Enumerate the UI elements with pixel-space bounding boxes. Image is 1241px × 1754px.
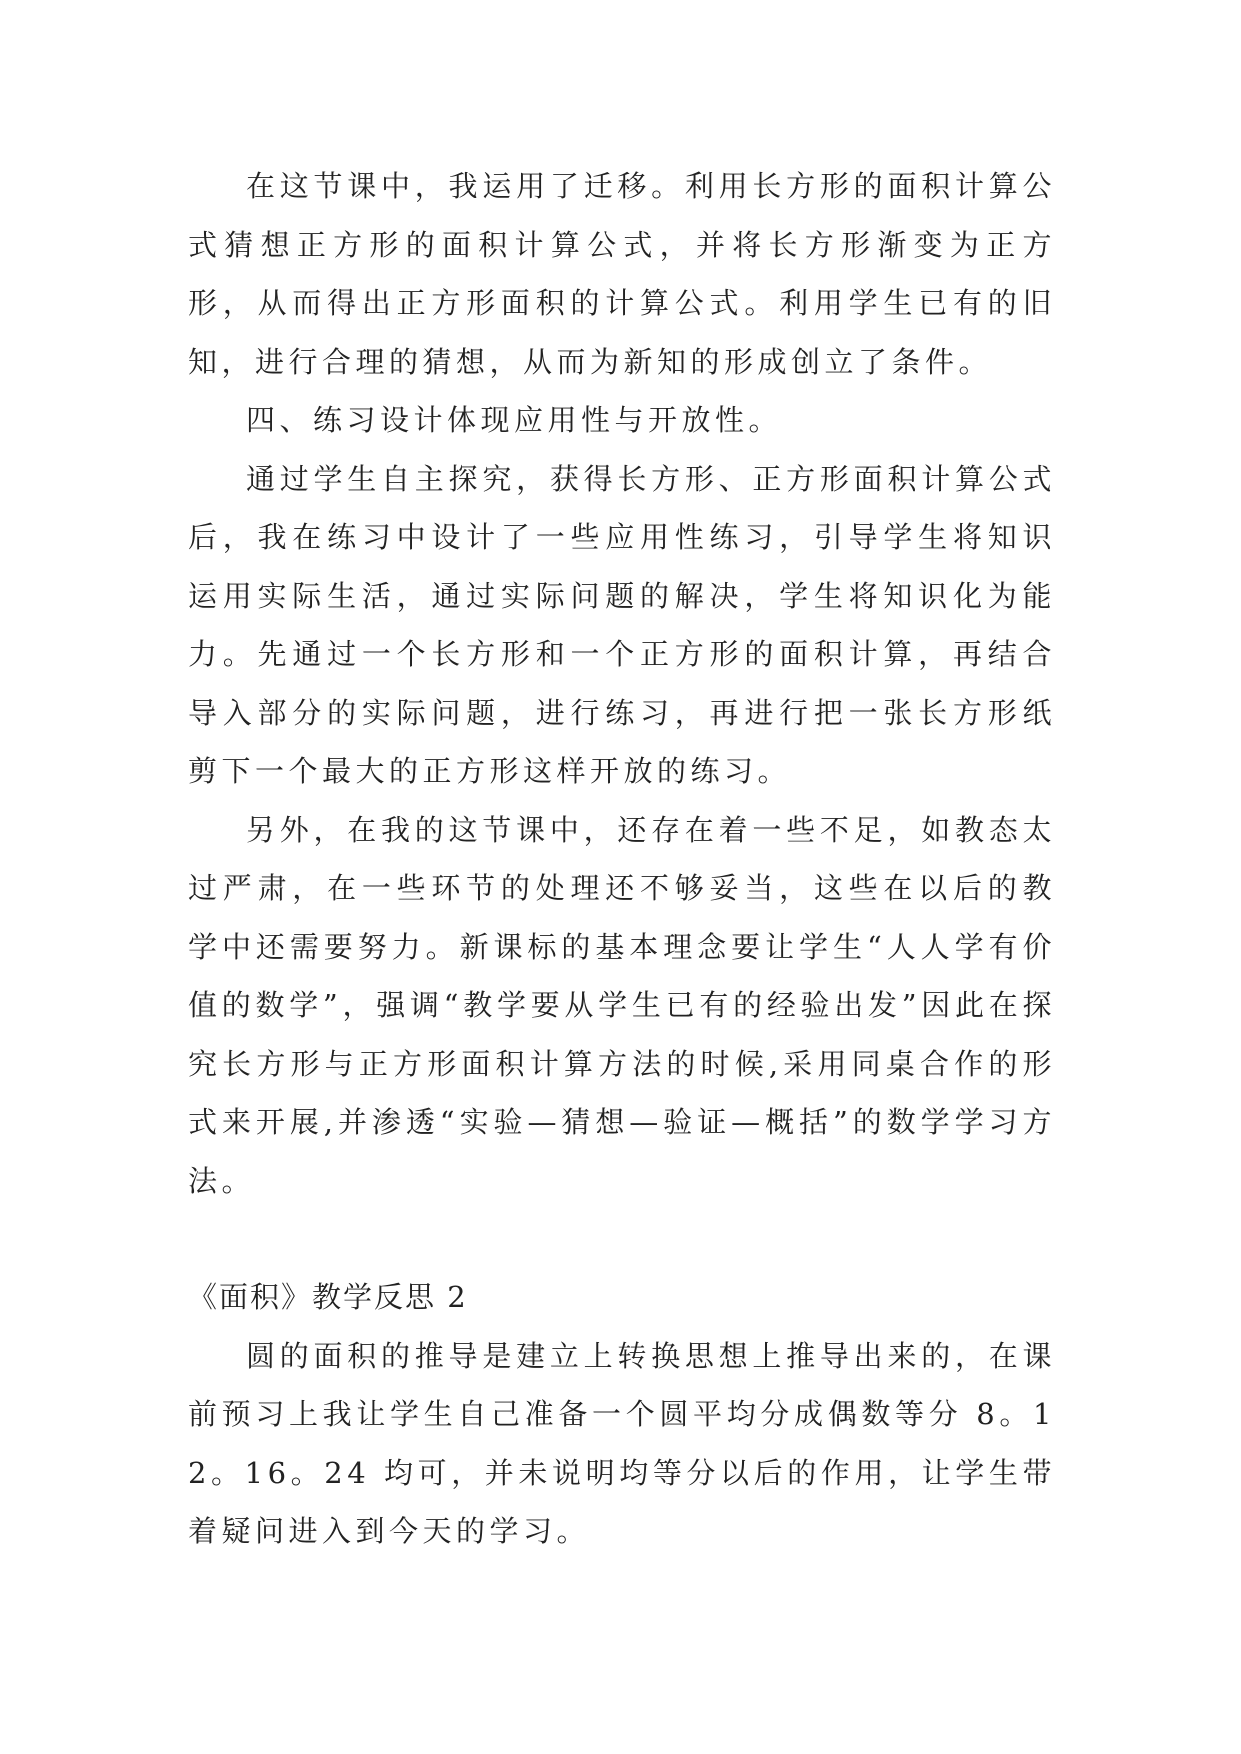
paragraph-transfer-method: 在这节课中，我运用了迁移。利用长方形的面积计算公式猜想正方形的面积计算公式，并将长方形渐变为正方形，从而得出正方形面积的计算公式。利用学生已有的旧知，进行合理的猜想，从而为新知的形成创立了条件。 [188, 169, 1056, 379]
paragraph-section-four-heading: 四、练习设计体现应用性与开放性。 [246, 403, 783, 437]
paragraph-shortcomings: 另外，在我的这节课中，还存在着一些不足，如教态太过严肃，在一些环节的处理还不够妥当，这些在以后的教学中还需要努力。新课标的基本理念要让学生“人人学有价值的数学”，强调“教学要从学生已有的经验出发”因此在探究长方形与正方形面积计算方法的时候,采用同桌合作的形式来开展,并渗透“实验—猜想—验证—概括”的数学学习方法。 [188, 812, 1056, 1198]
paragraph-circle-area: 圆的面积的推导是建立上转换思想上推导出来的，在课前预习上我让学生自己准备一个圆平均分成偶数等分 8。12。16。24 均可，并未说明均等分以后的作用，让学生带着疑问进入到今天的学习。 [188, 1338, 1056, 1548]
document-body [188, 157, 1056, 1561]
paragraph-practice-design: 通过学生自主探究，获得长方形、正方形面积计算公式后，我在练习中设计了一些应用性练习，引导学生将知识运用实际生活，通过实际问题的解决，学生将知识化为能力。先通过一个长方形和一个正方形的面积计算，再结合导入部分的实际问题，进行练习，再进行把一张长方形纸剪下一个最大的正方形这样开放的练习。 [188, 461, 1056, 788]
section-title: 《面积》教学反思 2 [188, 1280, 468, 1314]
